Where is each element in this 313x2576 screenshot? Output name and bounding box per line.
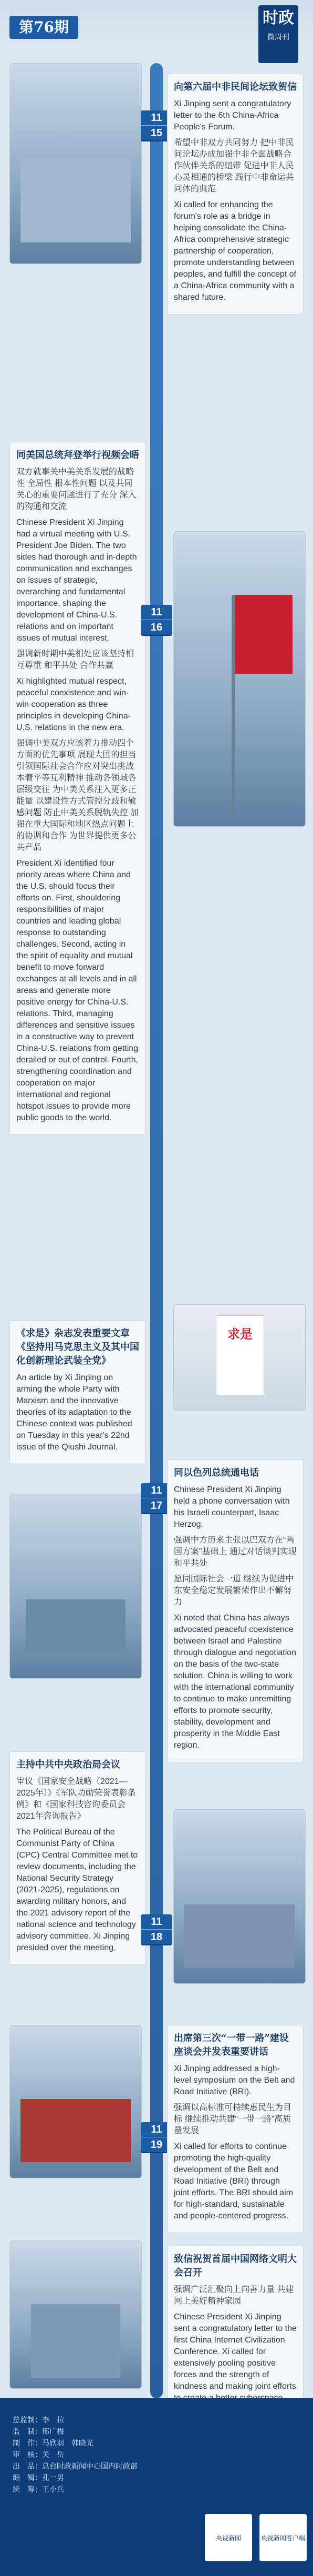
- credit-line: 总监制：李 拉: [13, 2416, 64, 2424]
- entry-zh-body2: 强调新时期中美相处应该坚持相互尊重 和平共处 合作共赢: [16, 650, 134, 670]
- phone-call-photo: [9, 1494, 142, 1679]
- entry-zh-body: 强调广泛汇聚向上向善力量 共建网上美好精神家园: [174, 2285, 294, 2306]
- entry-zh-body2: 愿同国际社会一道 继续为促进中东安全稳定发展繁荣作出不懈努力: [174, 1575, 294, 1607]
- credit-line: 监 制：邢广梅: [13, 2427, 64, 2436]
- entry-zh-body: 强调以高标准可持续惠民生为目标 继续推动共建“一带一路”高质量发展: [174, 2103, 292, 2135]
- qr-code-1[interactable]: 央视新闻: [205, 2514, 252, 2561]
- entry-zh-body: 审议《国家安全战略（2021—2025年）》《军队功勋荣誉表彰条例》和《国家科技咨询委员会2021年咨询报告》: [16, 1777, 136, 1821]
- date-badge-1117: 11 17: [141, 1483, 172, 1513]
- forum-photo: [9, 63, 142, 264]
- date-badge-1119: 11 19: [141, 2122, 172, 2152]
- entry-title: 致信祝贺首届中国网络文明大会召开: [174, 2254, 297, 2278]
- timeline-bar: [150, 63, 163, 2398]
- logo-main: 时政: [263, 9, 294, 27]
- internet-conference-photo: [9, 2240, 142, 2389]
- hall-facade: [20, 158, 131, 242]
- entry-en-body: Xi called for enhancing the forum's role as a bridge in helping consolidate the China-Africa comprehensive strategic partnership of cooperation, promote understanding between peoples, and fulfill the concept of a China-Africa community with a shared future.: [174, 200, 297, 302]
- qiushi-journal-photo: [173, 1304, 306, 1411]
- phone-desk: [26, 1599, 126, 1652]
- footer: [0, 2398, 313, 2576]
- entry-title: 主持中共中央政治局会议: [16, 1759, 120, 1770]
- logo-sub: 微周刊: [267, 33, 289, 42]
- entry-card-1118: [9, 1751, 146, 1965]
- entry-zh-body3: 强调中美双方应该着力推动四个方面的优先事项 展现大国的担当 引领国际社会合作应对突出挑战 本着平等互利精神 推动各领域各层级交往 为中美关系注入更多正能量 以建设性方式管控分歧和敏感问题 防止中美关系脱轨失控 加强在重大国际和地区热点问题上的协调和合作 为世界提供更多公共产品: [16, 739, 139, 852]
- entry-card-1116: [9, 442, 146, 1135]
- page-header: [0, 0, 313, 63]
- credit-line: 编 辑：孔一男: [13, 2473, 64, 2482]
- qiushi-card: [9, 1320, 146, 1464]
- entry-en-text: Xi Jinping addressed a high-level symposium on the Belt and Road Initiative (BRI).: [174, 2064, 295, 2096]
- china-flag: [235, 595, 293, 674]
- entry-en-body: Xi called for efforts to continue promoting the high-quality development of the Belt and Road Initiative (BRI) through joint efforts. The BRI should aim for high-standard, sustainable and people-centered progress.: [174, 2142, 294, 2220]
- entry-en-body: The Political Bureau of the Communist Party of China (CPC) Central Committee met to review documents, including the National Security Strategy (2021-2025), regulations on awarding military honors, and the 2021 advisory report of the national science and technology advisory committee. Xi Jinping presided over the meeting.: [16, 1828, 138, 1952]
- entry-en-body: Xi noted that China has always advocated peaceful coexistence between Israel and Palestine through dialogue and negotiation on the basis of the two-state solution. China is willing to work with the international community to continue to make unremitting efforts to promote security, stability, development and prosperity in the Middle East region.: [174, 1614, 297, 1750]
- credit-line: 统 筹：王小兵: [13, 2485, 64, 2493]
- date-badge-1118: 11 18: [141, 1914, 172, 1944]
- entry-zh-body: 希望中非双方共同努力 把中非民间论坛办成加强中非全面战略合作伙伴关系的纽带 促进中非人民心灵相通的桥梁 践行中非命运共同体的典范: [174, 138, 294, 194]
- entry-title: 同美国总统拜登举行视频会晤: [16, 450, 139, 461]
- entry-en-body: Chinese President Xi Jinping had a virtual meeting with U.S. President Joe Biden. The two sides had thorough and in-depth communication and exchanges on issues of strategic, overarching and fundamental importance, shaping the development of China-U.S. relations and on important issues of mutual interest.: [16, 518, 137, 643]
- great-hall: [184, 1904, 295, 1968]
- belt-road-photo: [9, 2025, 142, 2178]
- entry-en-body3: President Xi identified four priority areas where China and the U.S. should focus their efforts on. First, shouldering responsibilities of major countries and leading global response to outstanding challenges. Second, acting in the spirit of equality and mutual benefit to move forward exchanges at all levels and in all areas and generate more positive energy for China-U.S. relations. Third, managing differences and sensitive issues in a constructive way to prevent China-U.S. relations from getting derailed or out of control. Fourth, strengthening coordination and cooperation on major international and regional hotspot issues to provide more public goods to the world.: [16, 859, 139, 1122]
- credits-list: [13, 2414, 202, 2495]
- politburo-photo: [173, 1809, 306, 1984]
- video-meeting-photo: [173, 531, 306, 827]
- symposium-hall: [20, 2099, 131, 2162]
- entry-en-body: Chinese President Xi Jinping sent a congratulatory letter to the first China Internet Civilization Conference. Xi called for extensively pooling positive forces and the strength of kindness and making joint efforts: [174, 2313, 297, 2391]
- entry-en-text: An article by Xi Jinping on arming the whole Party with Marxism and the innovative theories of its adaptation to the Chinese context was published on Tuesday in this year's 22nd issue of the Qiushi Journal.: [16, 1373, 132, 1452]
- entry-title: 出席第三次“一带一路”建设座谈会并发表重要讲话: [174, 2033, 289, 2057]
- entry-card-1119: [167, 2025, 304, 2233]
- entry-title: 向第六届中非民间论坛致贺信: [174, 82, 297, 93]
- credit-line: 审 核：关 岳: [13, 2450, 64, 2459]
- entry-en-text: Xi Jinping sent a congratulatory letter to the 6th China-Africa People's Forum.: [174, 99, 291, 131]
- credit-line: 制 作：马欣羽 韩晓光: [13, 2439, 93, 2447]
- entry-card-internet: [167, 2246, 304, 2415]
- entry-title: 同以色列总统通电话: [174, 1467, 259, 1478]
- conference-building: [31, 2304, 120, 2378]
- entry-zh-body: 强调中方历来主张以巴双方在“两国方案”基础上 通过对话谈判实现和平共处: [174, 1536, 297, 1568]
- entry-card-1115: [167, 74, 304, 315]
- entry-en-body2: Xi highlighted mutual respect, peaceful coexistence and win-win cooperation as three principles in developing China-U.S. relations in the new era.: [16, 677, 131, 732]
- date-badge-1115: 11 15: [141, 110, 172, 140]
- date-badge-1116: 11 16: [141, 605, 172, 635]
- entry-title: 《求是》杂志发表重要文章《坚持用马克思主义及其中国化创新理论武装全党》: [16, 1328, 139, 1366]
- qr-code-2[interactable]: 央视新闻客户端: [259, 2514, 307, 2561]
- issue-badge: 第76期: [9, 16, 78, 39]
- entry-card-1117: [167, 1459, 304, 1762]
- journal-cover: 求是: [216, 1315, 264, 1395]
- entry-en-text: Chinese President Xi Jinping held a phone conversation with his Israeli counterpart, Isaac Herzog.: [174, 1485, 290, 1529]
- entry-zh-body: 双方就事关中美关系发展的战略性 全局性 根本性问题 以及共同关心的重要问题进行了充分 深入的沟通和交流: [16, 468, 137, 511]
- brand-logo: [258, 5, 298, 63]
- credit-line: 出 品：总台时政新闻中心国内时政部: [13, 2462, 138, 2470]
